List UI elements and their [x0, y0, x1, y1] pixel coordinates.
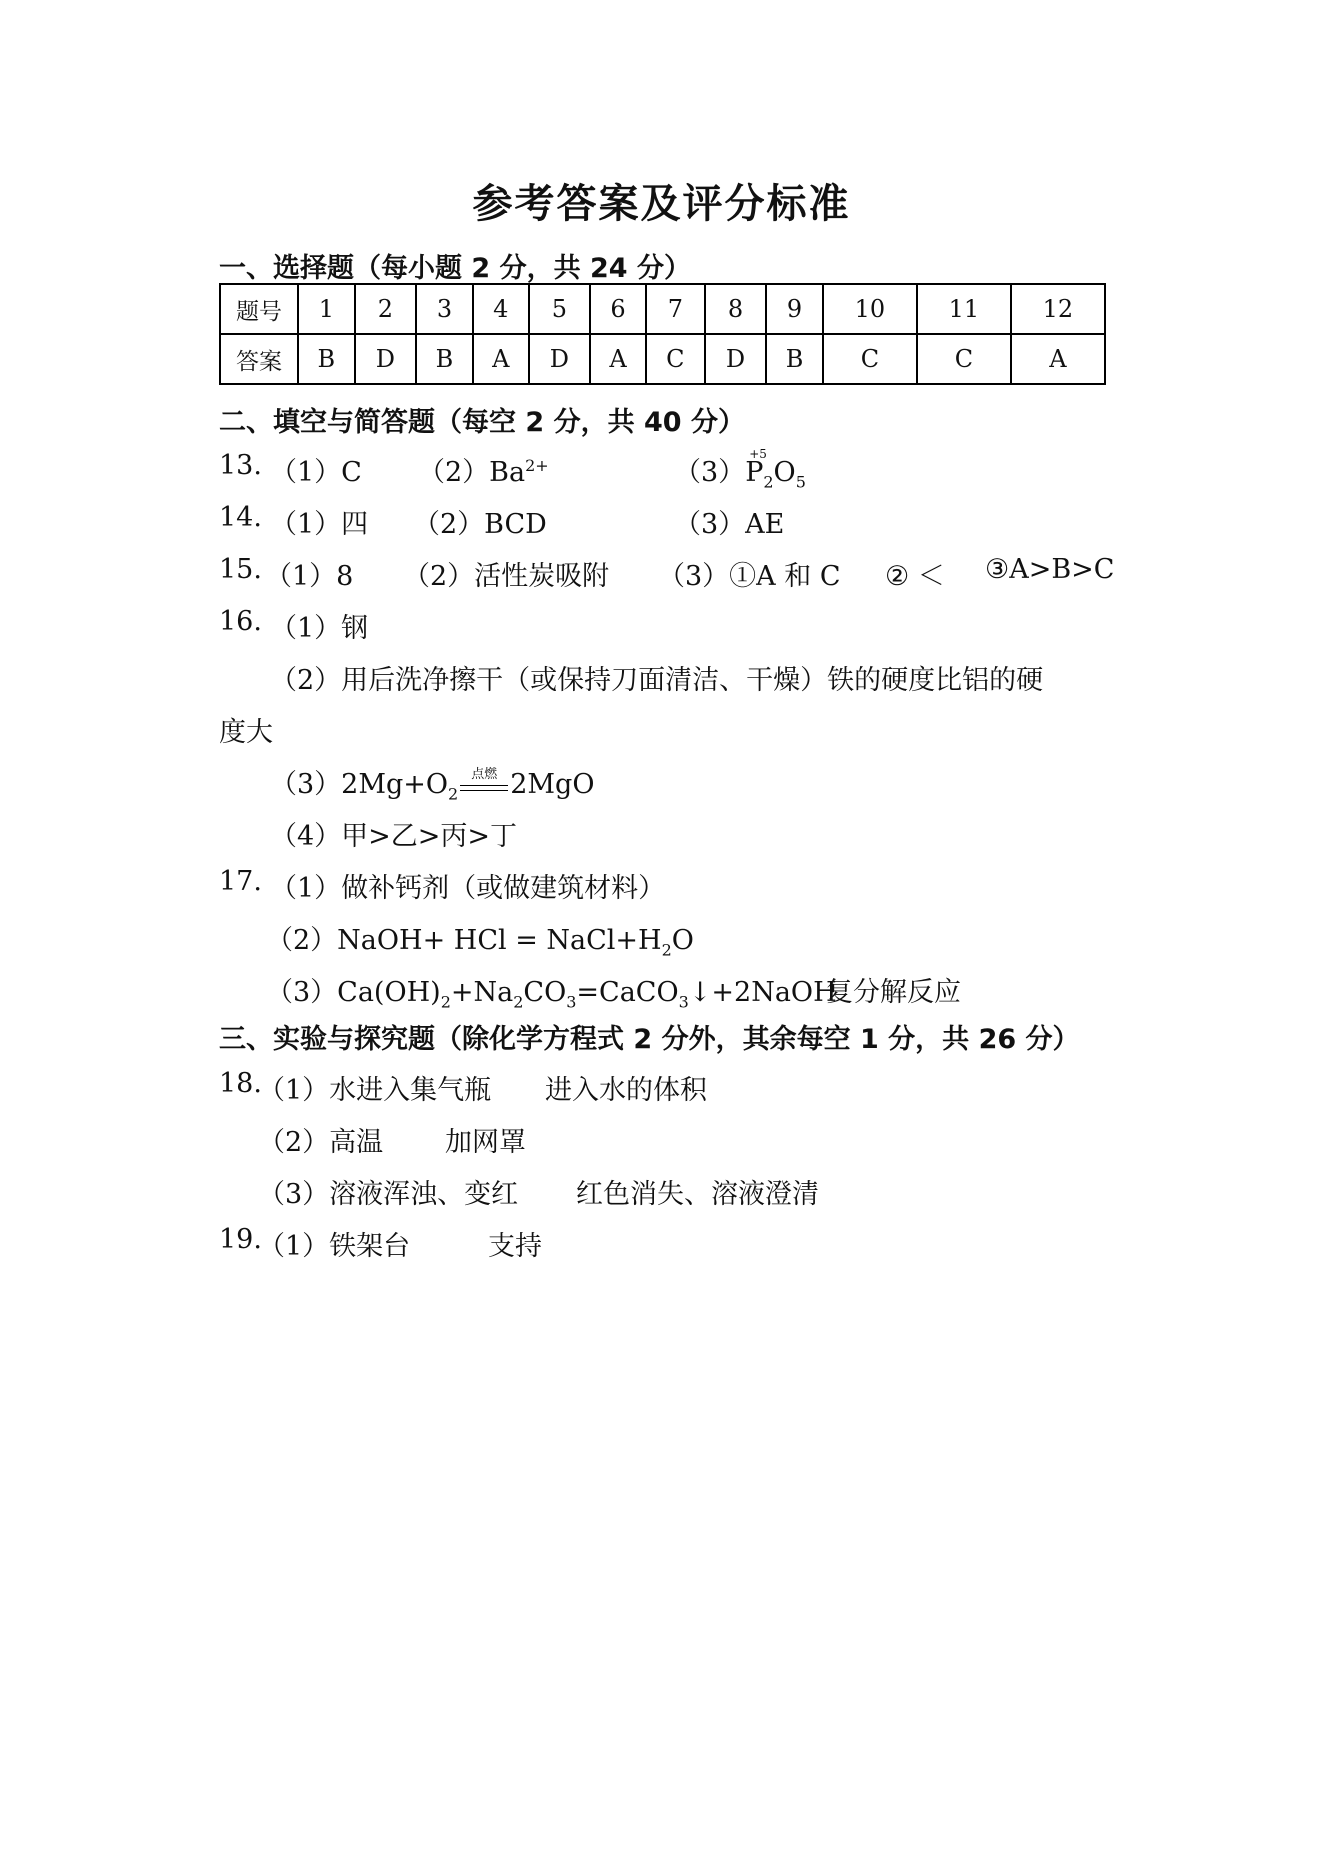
- row-label-answer: 答案: [220, 334, 298, 384]
- q14-number: 14.: [219, 502, 262, 533]
- table-cell: D: [705, 334, 766, 384]
- section2-heading: 二、填空与简答题（每空 2 分，共 40 分）: [219, 407, 745, 438]
- table-cell: D: [529, 334, 590, 384]
- q13-answer-1: （1）C: [270, 457, 362, 488]
- q15-answer-3: （3）①A 和 C: [658, 561, 841, 592]
- q18-answer-2b: 加网罩: [445, 1127, 526, 1158]
- table-cell: 12: [1011, 284, 1105, 334]
- q18-answer-3: （3）溶液浑浊、变红: [258, 1179, 519, 1210]
- q17-answer-2: （2）NaOH+ HCl = $NaCl+H_2O$: [266, 925, 694, 960]
- q15-answer-5: ③A>B>C: [985, 554, 1115, 585]
- q15-number: 15.: [219, 554, 262, 585]
- table-row-numbers: [220, 284, 1105, 334]
- section1-heading: 一、选择题（每小题 2 分，共 24 分）: [219, 253, 691, 284]
- table-cell: 7: [646, 284, 705, 334]
- table-cell: 3: [416, 284, 473, 334]
- q16-answer-2-line2: 度大: [219, 717, 273, 748]
- table-cell: 11: [917, 284, 1011, 334]
- section3-heading: 三、实验与探究题（除化学方程式 2 分外，其余每空 1 分，共 26 分）: [219, 1024, 1080, 1055]
- q13-answer-3: （3） +5 $P_2O_5$: [674, 447, 806, 492]
- table-cell: 5: [529, 284, 590, 334]
- q15-answer-1: （1）8: [265, 561, 354, 592]
- table-cell: A: [1011, 334, 1105, 384]
- q16-answer-2-line1: （2）用后洗净擦干（或保持刀面清洁、干燥）铁的硬度比铝的硬: [270, 665, 1044, 696]
- q16-answer-3: $(3)2Mg+O_2$ 点燃 2MgO: [270, 767, 595, 804]
- table-cell: A: [590, 334, 646, 384]
- q17-answer-1: （1）做补钙剂（或做建筑材料）: [270, 873, 666, 904]
- page-title: 参考答案及评分标准: [472, 181, 851, 227]
- q13-answer-2: $(2)Ba^{2+}$: [418, 456, 549, 488]
- q18-answer-3b: 红色消失、溶液澄清: [576, 1179, 819, 1210]
- row-label-number: 题号: [220, 284, 298, 334]
- table-cell: B: [298, 334, 355, 384]
- q15-answer-4: ② ＜: [885, 561, 945, 592]
- q19-answer-1b: 支持: [488, 1231, 542, 1262]
- table-cell: 8: [705, 284, 766, 334]
- table-cell: C: [823, 334, 917, 384]
- table-cell: 1: [298, 284, 355, 334]
- table-cell: A: [473, 334, 529, 384]
- q17-answer-3-type: 复分解反应: [826, 977, 961, 1008]
- table-row-answers: [220, 334, 1105, 384]
- table-cell: D: [355, 334, 416, 384]
- q13-number: 13.: [219, 450, 262, 481]
- q17-answer-3: $(3)Ca(OH)_2+Na_2CO_3=CaCO_3↓+2NaOH$: [266, 977, 837, 1012]
- q14-answer-1: （1）四: [270, 509, 369, 540]
- q14-answer-3: （3）AE: [674, 509, 785, 540]
- q17-number: 17.: [219, 866, 262, 897]
- q18-answer-1: （1）水进入集气瓶: [258, 1075, 492, 1106]
- table-cell: 9: [766, 284, 823, 334]
- table-cell: C: [917, 334, 1011, 384]
- reaction-condition: 点燃: [458, 769, 510, 793]
- answer-table: [219, 283, 1106, 385]
- q16-number: 16.: [219, 606, 262, 637]
- q16-answer-4: （4）甲>乙>丙>丁: [270, 821, 518, 852]
- q15-answer-2: （2）活性炭吸附: [403, 561, 610, 592]
- q14-answer-2: （2）BCD: [413, 509, 547, 540]
- table-cell: 2: [355, 284, 416, 334]
- q18-number: 18.: [219, 1068, 262, 1099]
- table-cell: 6: [590, 284, 646, 334]
- q18-answer-2: （2）高温: [258, 1127, 384, 1158]
- table-cell: B: [416, 334, 473, 384]
- q18-answer-1b: 进入水的体积: [545, 1075, 707, 1106]
- q19-answer-1: （1）铁架台: [258, 1231, 411, 1262]
- table-cell: C: [646, 334, 705, 384]
- table-cell: 10: [823, 284, 917, 334]
- q16-answer-1: （1）钢: [270, 613, 369, 644]
- q19-number: 19.: [219, 1224, 262, 1255]
- table-cell: B: [766, 334, 823, 384]
- table-cell: 4: [473, 284, 529, 334]
